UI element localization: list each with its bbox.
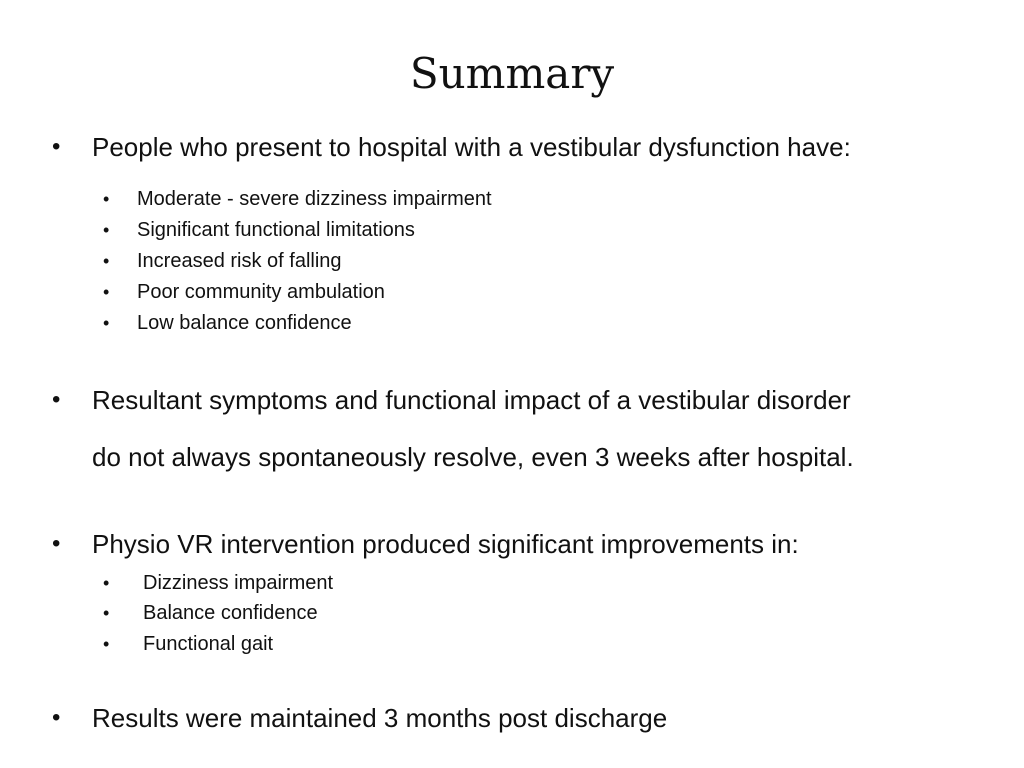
bullet-icon: • (52, 386, 61, 413)
bullet-item (52, 516, 799, 572)
sub-bullet-icon: • (103, 634, 110, 654)
sub-bullet-icon: • (103, 220, 110, 240)
sub-bullet-icon: • (103, 189, 110, 209)
sub-bullet-text: Dizziness impairment (143, 572, 334, 594)
sub-bullet-item (103, 277, 385, 308)
bullet-item (52, 119, 851, 175)
sub-bullet-icon: • (103, 282, 110, 302)
sub-bullet-text: Increased risk of falling (137, 250, 342, 272)
sub-bullet-icon: • (103, 573, 110, 593)
bullet-text-line-1: Resultant symptoms and functional impact of a vestibular disorder (92, 385, 851, 415)
bullet-continuation (92, 429, 854, 485)
sub-bullet-icon: • (103, 313, 110, 333)
sub-bullet-icon: • (103, 603, 110, 623)
bullet-text: Results were maintained 3 months post discharge (92, 703, 668, 733)
sub-bullet-text: Balance confidence (143, 602, 318, 624)
sub-bullet-item (103, 568, 334, 599)
sub-bullet-text: Functional gait (143, 633, 274, 655)
sub-bullet-item (103, 598, 318, 629)
sub-bullet-item (103, 215, 415, 246)
sub-bullet-item (103, 308, 352, 339)
bullet-text: Physio VR intervention produced significant improvements in: (92, 529, 799, 559)
sub-bullet-icon: • (103, 251, 110, 271)
bullet-text-line-2: do not always spontaneously resolve, even 3 weeks after hospital. (92, 442, 854, 472)
slide-title: Summary (409, 49, 615, 98)
sub-bullet-text: Moderate - severe dizziness impairment (137, 188, 492, 210)
sub-bullet-item (103, 629, 274, 660)
bullet-text: People who present to hospital with a vestibular dysfunction have: (92, 132, 851, 162)
bullet-icon: • (52, 133, 61, 160)
bullet-item (52, 690, 668, 746)
sub-bullet-item (103, 246, 342, 277)
sub-bullet-item (103, 184, 492, 215)
bullet-icon: • (52, 530, 61, 557)
bullet-icon: • (52, 704, 61, 731)
sub-bullet-text: Low balance confidence (137, 312, 352, 334)
sub-bullet-text: Significant functional limitations (137, 219, 415, 241)
sub-bullet-text: Poor community ambulation (137, 281, 385, 303)
bullet-item (52, 372, 851, 428)
